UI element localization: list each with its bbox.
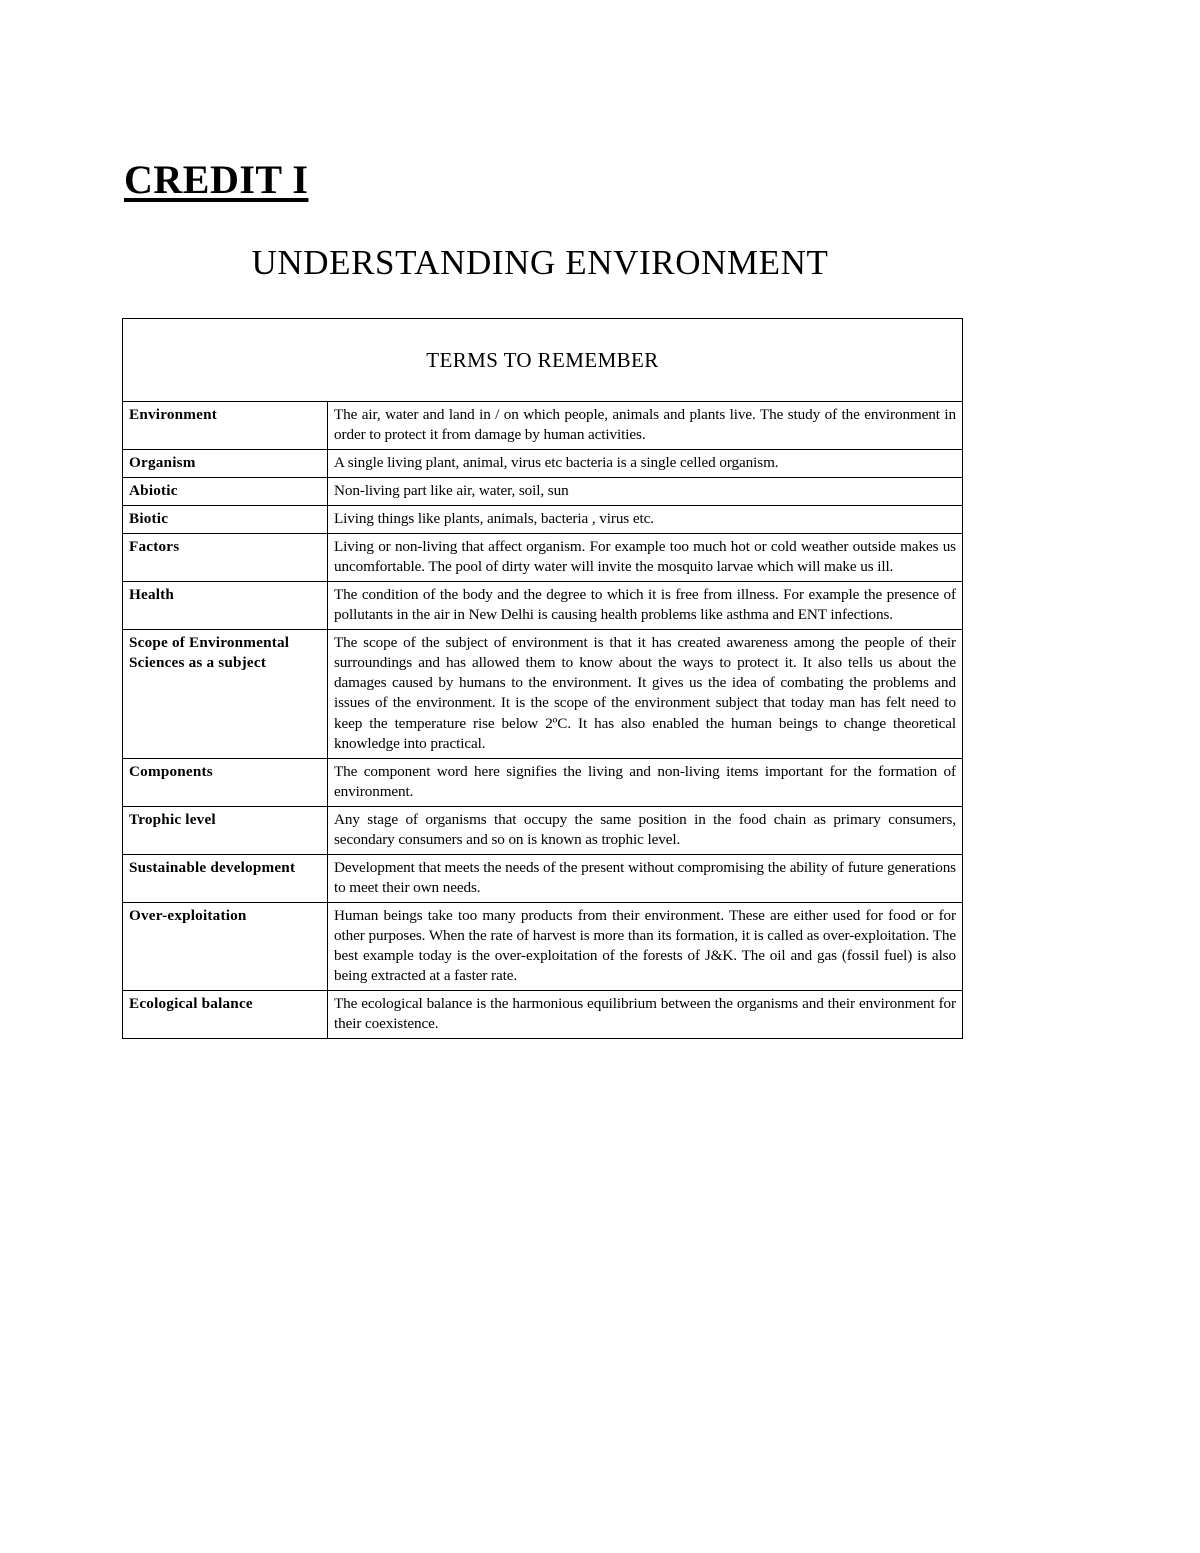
term-label: Scope of Environmental Sciences as a subject [123,630,328,758]
table-row [123,903,963,991]
term-definition: Non-living part like air, water, soil, sun [328,477,963,505]
table-row [123,505,963,533]
term-label: Environment [123,401,328,449]
term-label: Abiotic [123,477,328,505]
page-subtitle: UNDERSTANDING ENVIRONMENT [251,243,829,282]
table-row [123,534,963,582]
table-header-title: TERMS TO REMEMBER [123,319,963,402]
table-row [123,854,963,902]
table-row [123,630,963,758]
table-row [123,991,963,1039]
term-definition: Living or non-living that affect organism. For example too much hot or cold weather outside makes us uncomfortable. The pool of dirty water will invite the mosquito larvae which will make us ill. [328,534,963,582]
term-label: Organism [123,449,328,477]
terms-table [122,318,963,1039]
term-definition: Development that meets the needs of the present without compromising the ability of future generations to meet their own needs. [328,854,963,902]
term-label: Over-exploitation [123,903,328,991]
table-row [123,401,963,449]
term-label: Sustainable development [123,854,328,902]
table-row [123,582,963,630]
term-label: Health [123,582,328,630]
term-definition: The air, water and land in / on which people, animals and plants live. The study of the environment in order to protect it from damage by human activities. [328,401,963,449]
term-definition: A single living plant, animal, virus etc bacteria is a single celled organism. [328,449,963,477]
term-definition: The component word here signifies the living and non-living items important for the formation of environment. [328,758,963,806]
table-row [123,806,963,854]
term-definition: Living things like plants, animals, bacteria , virus etc. [328,505,963,533]
term-label: Ecological balance [123,991,328,1039]
term-label: Factors [123,534,328,582]
term-definition: The condition of the body and the degree to which it is free from illness. For example the presence of pollutants in the air in New Delhi is causing health problems like asthma and ENT infections. [328,582,963,630]
table-row [123,477,963,505]
table-row [123,758,963,806]
term-definition: Any stage of organisms that occupy the same position in the food chain as primary consumers, secondary consumers and so on is known as trophic level. [328,806,963,854]
term-definition: Human beings take too many products from their environment. These are either used for food or for other purposes. When the rate of harvest is more than its formation, it is called as over-exploitation. The best example today is the over-exploitation of the forests of J&K. The oil and gas (fossil fuel) is also being extracted at a faster rate. [328,903,963,991]
table-header-row [123,319,963,402]
page-title: CREDIT I [124,157,309,202]
term-label: Biotic [123,505,328,533]
term-label: Trophic level [123,806,328,854]
term-label: Components [123,758,328,806]
table-row [123,449,963,477]
term-definition: The scope of the subject of environment is that it has created awareness among the people of their surroundings and has allowed them to know about the ways to protect it. It also tells us about the damages caused by humans to the environment. It gives us the idea of combating the problems and issues of the environment. It is the scope of the environment subject that today man has felt need to keep the temperature rise below 2ºC. It has also enabled the human beings to change theoretical knowledge into practical. [328,630,963,758]
term-definition: The ecological balance is the harmonious equilibrium between the organisms and their environment for their coexistence. [328,991,963,1039]
